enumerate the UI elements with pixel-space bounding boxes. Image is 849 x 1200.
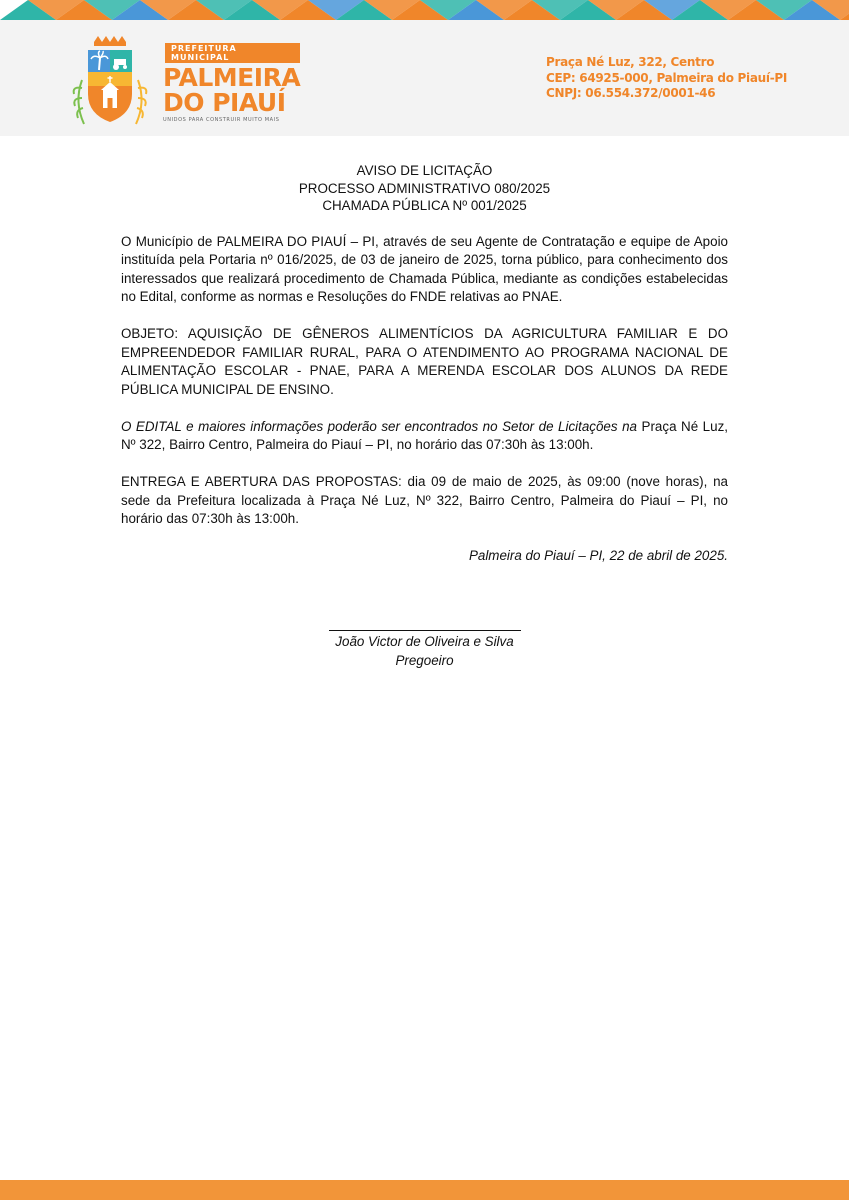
logo-line-2: DO PIAUÍ xyxy=(163,88,286,117)
place-date: Palmeira do Piauí – PI, 22 de abril de 2025. xyxy=(468,548,728,563)
logo-line-1: PALMEIRA xyxy=(163,63,301,92)
call-number: CHAMADA PÚBLICA Nº 001/2025 xyxy=(322,198,527,213)
address-line-2: CEP: 64925-000, Palmeira do Piauí-PI xyxy=(546,70,788,85)
municipality-address xyxy=(546,55,787,102)
signature-block xyxy=(280,630,569,670)
bottom-decorative-stripe xyxy=(0,1180,849,1200)
notice-title: AVISO DE LICITAÇÃO xyxy=(356,163,493,178)
logo-wordmark xyxy=(163,43,300,123)
letterhead-header xyxy=(0,20,849,136)
notice-body xyxy=(121,162,728,566)
signature-line xyxy=(329,630,521,631)
logo-prefeitura-label: PREFEITURA MUNICIPAL xyxy=(165,43,300,63)
notice-title-block xyxy=(121,162,728,215)
address-line-1: Praça Né Luz, 322, Centro xyxy=(546,55,715,69)
signer-role: Pregoeiro xyxy=(395,652,454,668)
logo-slogan: UNIDOS PARA CONSTRUIR MUITO MAIS xyxy=(163,117,280,123)
object-paragraph: OBJETO: AQUISIÇÃO DE GÊNEROS ALIMENTÍCIOS DA AGRICULTURA FAMILIAR E DO EMPREENDEDOR FAMILIAR RURAL, PARA O ATENDIMENTO AO PROGRAMA NACIONAL DE ALIMENTAÇÃO ESCOLAR - PNAE, PARA A MERENDA ESCOLAR DOS ALUNOS DA REDE PÚBLICA MUNICIPAL DE ENSINO. xyxy=(121,326,728,397)
coat-of-arms-icon xyxy=(70,32,160,132)
address-line-3: CNPJ: 06.554.372/0001-46 xyxy=(546,86,716,100)
info-paragraph xyxy=(121,418,728,455)
process-number: PROCESSO ADMINISTRATIVO 080/2025 xyxy=(298,180,551,196)
signer-name: João Victor de Oliveira e Silva xyxy=(335,634,514,649)
municipality-logo xyxy=(70,32,301,132)
top-decorative-stripe xyxy=(0,0,849,20)
delivery-paragraph: ENTREGA E ABERTURA DAS PROPOSTAS: dia 09 de maio de 2025, às 09:00 (nove horas), na sede da Prefeitura localizada à Praça Né Luz, Nº 322, Bairro Centro, Palmeira do Piauí – PI, no horário das 07:30h às 13:00h. xyxy=(121,474,728,526)
info-paragraph-italic: O EDITAL e maiores informações poderão ser encontrados no Setor de Licitações na xyxy=(121,418,637,434)
intro-paragraph: O Município de PALMEIRA DO PIAUÍ – PI, através de seu Agente de Contratação e equipe de Apoio instituída pela Portaria nº 016/2025, de 03 de janeiro de 2025, torna público, para conhecimento dos interessados que realizará procedimento de Chamada Pública, mediante as condições estabelecidas no Edital, conforme as normas e Resoluções do FNDE relativas ao PNAE. xyxy=(121,233,728,304)
info-paragraph-address: Praça Né Luz, Nº 322, Bairro Centro, Palmeira do Piauí – PI, no horário das 07:30h às 13:00h. xyxy=(121,418,728,452)
